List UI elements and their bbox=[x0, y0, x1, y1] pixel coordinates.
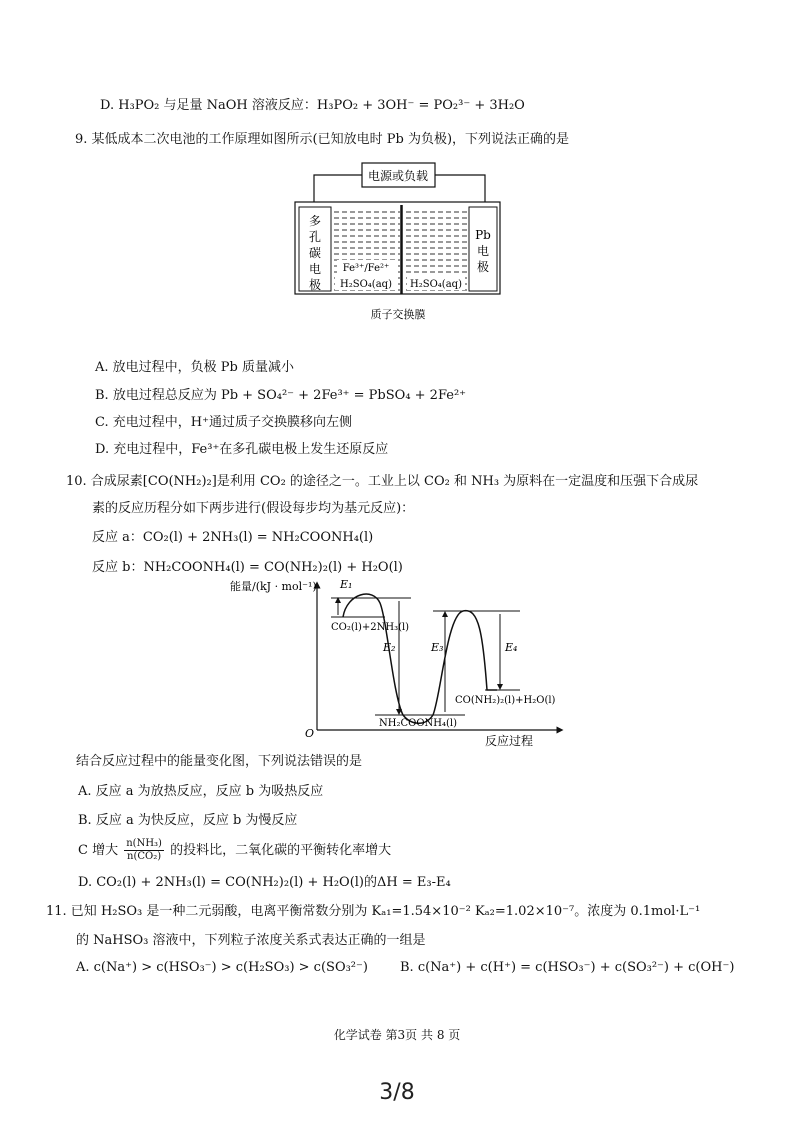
q10-stem-line2: 素的反应历程分如下两步进行(假设每步均为基元反应)： bbox=[92, 501, 415, 516]
e2-label: E₂ bbox=[383, 641, 396, 654]
q11-stem-line1: 11. 已知 H₂SO₃ 是一种二元弱酸，电离平衡常数分别为 Kₐ₁=1.54×10⁻² Kₐ₂=1.02×10⁻⁷。浓度为 0.1mol·L⁻¹ bbox=[46, 904, 701, 919]
e1-label: E₁ bbox=[340, 578, 353, 591]
q8-option-d: D. H₃PO₂ 与足量 NaOH 溶液反应：H₃PO₂ + 3OH⁻ = PO₂³⁻ + 3H₂O bbox=[100, 98, 525, 113]
right-char-0: Pb bbox=[475, 228, 491, 242]
q11-option-a: A. c(Na⁺) > c(HSO₃⁻) > c(H₂SO₃) > c(SO₃²⁻) bbox=[76, 960, 368, 975]
battery-diagram bbox=[285, 155, 510, 325]
e3-label: E₃ bbox=[431, 641, 444, 654]
reaction-b: 反应 b：NH₂COONH₄(l) = CO(NH₂)₂(l) + H₂O(l) bbox=[92, 560, 403, 575]
ratio-denominator: n(CO₂) bbox=[127, 851, 162, 862]
q9-option-d: D. 充电过程中，Fe³⁺在多孔碳电极上发生还原反应 bbox=[95, 442, 389, 457]
ratio-numerator: n(NH₃) bbox=[126, 838, 162, 849]
right-char-1: 电 bbox=[476, 244, 490, 258]
q9-option-c: C. 充电过程中，H⁺通过质子交换膜移向左侧 bbox=[95, 415, 352, 430]
left-char-4: 极 bbox=[308, 278, 322, 292]
left-char-2: 碳 bbox=[308, 246, 322, 260]
membrane-label: 质子交换膜 bbox=[370, 308, 426, 321]
left-char-3: 电 bbox=[308, 262, 322, 276]
load-label: 电源或负载 bbox=[367, 169, 429, 183]
left-wire bbox=[314, 175, 362, 202]
right-wire bbox=[435, 175, 485, 202]
intermediate-label: NH₂COONH₄(l) bbox=[379, 718, 458, 729]
q10-option-d: D. CO₂(l) + 2NH₃(l) = CO(NH₂)₂(l) + H₂O(l)的ΔH = E₃-E₄ bbox=[78, 875, 451, 890]
q11-option-b: B. c(Na⁺) + c(H⁺) = c(HSO₃⁻) + c(SO₃²⁻) + c(OH⁻) bbox=[400, 960, 735, 975]
reactants-label: CO₂(l)+2NH₃(l) bbox=[331, 622, 410, 633]
q10-option-c-suffix: 的投料比，二氧化碳的平衡转化率增大 bbox=[170, 843, 392, 858]
q10-option-c-prefix: C 增大 bbox=[78, 843, 119, 858]
left-solution-acid: H₂SO₄(aq) bbox=[340, 279, 392, 290]
products-label: CO(NH₂)₂(l)+H₂O(l) bbox=[455, 695, 556, 706]
origin-label: O bbox=[305, 727, 315, 740]
q11-stem-line2: 的 NaHSO₃ 溶液中，下列粒子浓度关系式表达正确的一组是 bbox=[76, 933, 426, 948]
q10-option-c bbox=[78, 836, 391, 866]
q10-stem-line1: 10. 合成尿素[CO(NH₂)₂]是利用 CO₂ 的途径之一。工业上以 CO₂ 和 NH₃ 为原料在一定温度和压强下合成尿 bbox=[66, 474, 699, 489]
left-char-0: 多 bbox=[308, 214, 322, 228]
ratio-fraction bbox=[124, 838, 164, 863]
q9-option-a: A. 放电过程中，负极 Pb 质量减小 bbox=[95, 360, 294, 375]
q9-option-b: B. 放电过程总反应为 Pb + SO₄²⁻ + 2Fe³⁺ = PbSO₄ + 2Fe²⁺ bbox=[95, 388, 467, 403]
q10-option-a: A. 反应 a 为放热反应，反应 b 为吸热反应 bbox=[78, 784, 324, 799]
page-indicator: 3/8 bbox=[379, 1080, 415, 1105]
x-axis-label: 反应过程 bbox=[485, 734, 534, 748]
energy-profile-chart bbox=[225, 575, 565, 750]
e4-label: E₄ bbox=[505, 641, 518, 654]
y-axis-label: 能量/(kJ · mol⁻¹) bbox=[230, 580, 317, 593]
q9-stem: 9. 某低成本二次电池的工作原理如图所示(已知放电时 Pb 为负极)，下列说法正确的是 bbox=[75, 132, 570, 147]
right-solution-acid: H₂SO₄(aq) bbox=[410, 279, 462, 290]
left-solution-ions: Fe³⁺/Fe²⁺ bbox=[342, 263, 390, 274]
q10-option-b: B. 反应 a 为快反应，反应 b 为慢反应 bbox=[78, 813, 298, 828]
right-char-2: 极 bbox=[476, 260, 490, 274]
left-char-1: 孔 bbox=[308, 230, 322, 244]
reaction-a: 反应 a：CO₂(l) + 2NH₃(l) = NH₂COONH₄(l) bbox=[92, 530, 374, 545]
page-footer: 化学试卷 第3页 共 8 页 bbox=[333, 1028, 461, 1042]
q10-ask: 结合反应过程中的能量变化图，下列说法错误的是 bbox=[76, 754, 363, 769]
